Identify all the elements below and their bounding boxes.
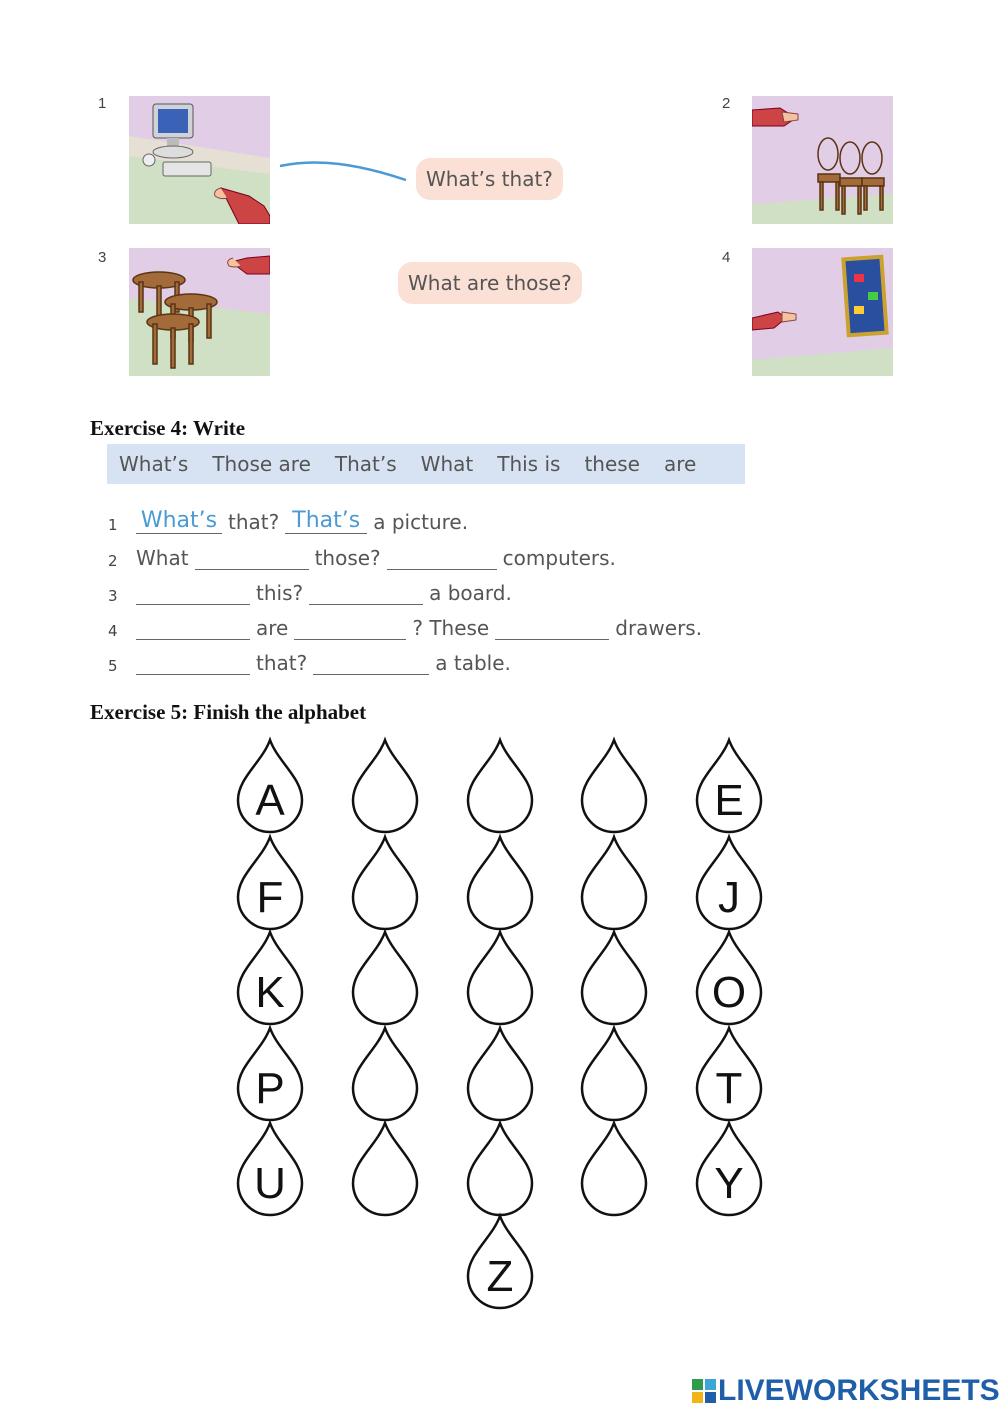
logo-text: LIVEWORKSHEETS — [718, 1374, 1000, 1407]
line-number: 5 — [108, 657, 118, 675]
drop-outline — [468, 1123, 532, 1215]
item-number-2: 2 — [722, 95, 731, 112]
empty-letter-drop[interactable] — [353, 837, 417, 929]
empty-letter-drop[interactable] — [468, 740, 532, 832]
empty-letter-drop[interactable] — [353, 932, 417, 1024]
line-text: drawers. — [615, 616, 703, 640]
line-number: 2 — [108, 552, 118, 570]
item-number-4: 4 — [722, 249, 731, 266]
line-text: a picture. — [373, 510, 469, 534]
letter-drop-k — [238, 932, 302, 1024]
line-number: 4 — [108, 622, 118, 640]
drop-letter: Z — [486, 1252, 514, 1301]
word-bank-item: are — [663, 452, 697, 476]
line-number: 3 — [108, 587, 118, 605]
letter-drop-a — [238, 740, 302, 832]
line-text: that? — [256, 651, 308, 675]
drop-outline — [468, 1028, 532, 1120]
answer-field-1a[interactable]: What’s — [136, 508, 222, 534]
letter-drop-p — [238, 1028, 302, 1120]
word-bank-item: What’s — [119, 452, 189, 476]
word-bank-item: these — [584, 452, 640, 476]
line-text: this? — [256, 581, 304, 605]
letter-drop-u — [238, 1123, 302, 1215]
liveworksheets-logo — [692, 1374, 1000, 1408]
empty-letter-drop[interactable] — [353, 1028, 417, 1120]
drop-letter: U — [254, 1159, 286, 1208]
logo-mark-icon — [692, 1379, 716, 1403]
drop-outline — [468, 837, 532, 929]
line-text: those? — [314, 546, 381, 570]
letter-drop-t — [697, 1028, 761, 1120]
drop-letter: P — [255, 1064, 285, 1113]
empty-letter-drop[interactable] — [353, 740, 417, 832]
drop-outline — [353, 1123, 417, 1215]
drop-letter: O — [711, 968, 747, 1017]
drop-letter: Y — [714, 1159, 744, 1208]
item-number-1: 1 — [98, 95, 107, 112]
line-text: computers. — [502, 546, 616, 570]
drop-outline — [582, 1123, 646, 1215]
drop-letter: T — [715, 1064, 743, 1113]
empty-letter-drop[interactable] — [353, 1123, 417, 1215]
exercise-4-heading: Exercise 4: Write — [90, 416, 246, 440]
letter-drop-y — [697, 1123, 761, 1215]
empty-letter-drop[interactable] — [582, 1123, 646, 1215]
drop-outline — [582, 740, 646, 832]
line-text: are — [256, 616, 289, 640]
word-bank-item: This is — [497, 452, 561, 476]
word-bank-item: What — [420, 452, 474, 476]
drop-letter: F — [256, 873, 284, 922]
empty-letter-drop[interactable] — [582, 932, 646, 1024]
empty-letter-drop[interactable] — [582, 740, 646, 832]
drop-letter: J — [718, 873, 740, 922]
empty-letter-drop[interactable] — [468, 932, 532, 1024]
empty-letter-drop[interactable] — [468, 1028, 532, 1120]
drop-outline — [582, 1028, 646, 1120]
empty-letter-drop[interactable] — [582, 837, 646, 929]
speech-bubble-whats-that: What’s that? — [416, 158, 563, 200]
drop-letter: K — [255, 968, 285, 1017]
drop-outline — [353, 932, 417, 1024]
drop-outline — [353, 837, 417, 929]
line-text: that? — [228, 510, 280, 534]
drop-outline — [468, 740, 532, 832]
drop-outline — [582, 932, 646, 1024]
exercise-5-heading: Exercise 5: Finish the alphabet — [90, 700, 367, 724]
drop-letter: E — [714, 776, 744, 825]
drop-letter: A — [255, 776, 285, 825]
line-text: ? These — [412, 616, 490, 640]
line-text: a board. — [429, 581, 512, 605]
letter-drop-o — [697, 932, 761, 1024]
empty-letter-drop[interactable] — [468, 1123, 532, 1215]
speech-bubble-what-are-those: What are those? — [398, 262, 582, 304]
letter-drop-e — [697, 740, 761, 832]
letter-drop-z — [468, 1216, 532, 1308]
drop-outline — [582, 837, 646, 929]
answer-field-1b[interactable]: That’s — [285, 508, 367, 534]
empty-letter-drop[interactable] — [582, 1028, 646, 1120]
empty-letter-drop[interactable] — [468, 837, 532, 929]
drop-outline — [353, 740, 417, 832]
line-text: What — [136, 546, 189, 570]
letter-drop-j — [697, 837, 761, 929]
item-number-3: 3 — [98, 249, 107, 266]
line-number: 1 — [108, 516, 118, 534]
drop-outline — [353, 1028, 417, 1120]
letter-drop-f — [238, 837, 302, 929]
drop-outline — [468, 932, 532, 1024]
word-bank-item: That’s — [334, 452, 397, 476]
word-bank-item: Those are — [212, 452, 311, 476]
line-text: a table. — [435, 651, 511, 675]
